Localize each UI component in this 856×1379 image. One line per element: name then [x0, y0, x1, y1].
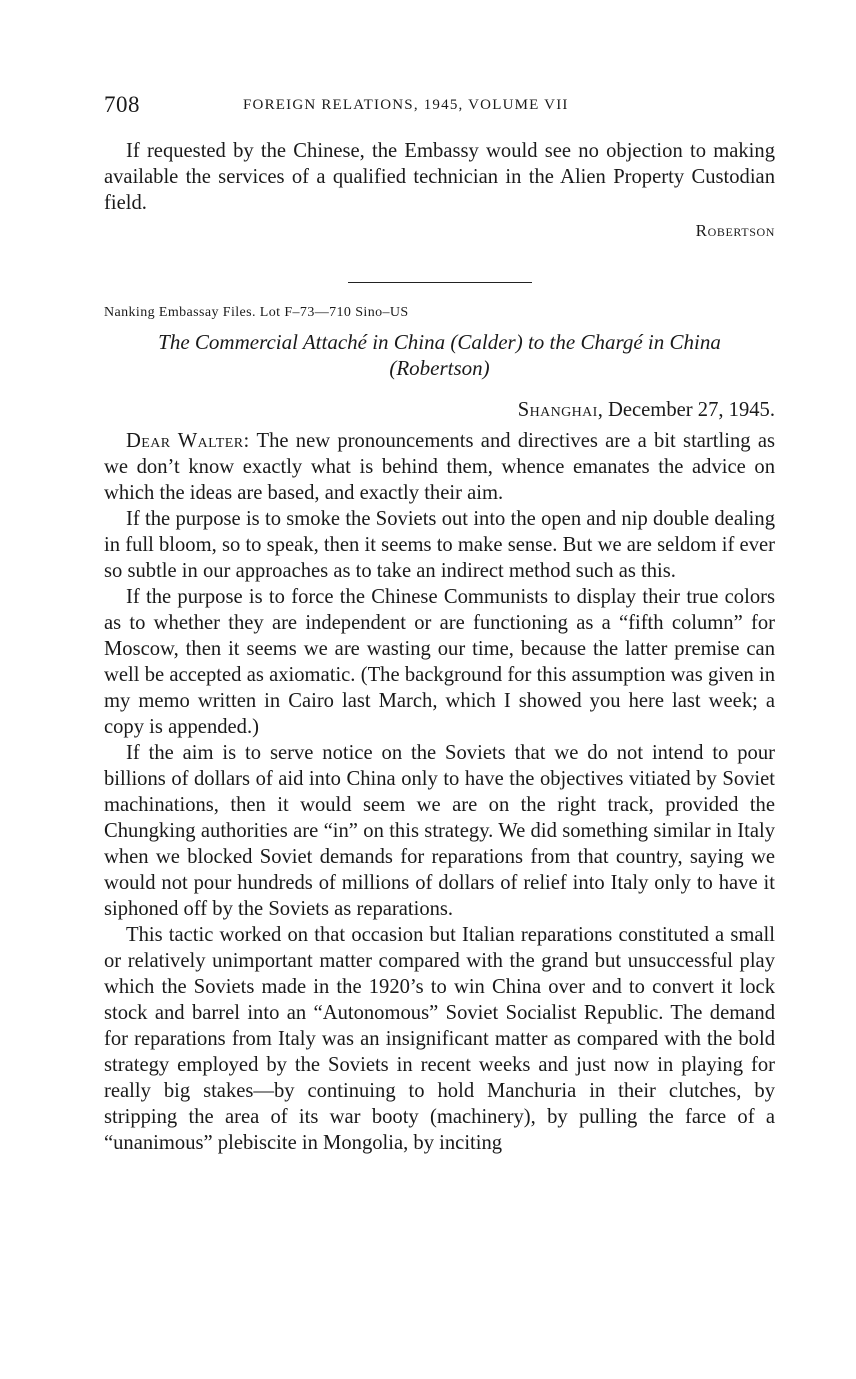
running-head	[104, 92, 775, 122]
previous-closing-paragraph: If requested by the Chinese, the Embassy would see no objection to making available the services of a qualified technician in the Alien Property Custodian field.	[104, 140, 775, 214]
paragraph-3: If the purpose is to force the Chinese Communists to display their true colors as to whether they are independent or are functioning as a “fifth column” for Moscow, then it seems we are wasting our time, because the latter premise can well be accepted as axiomatic. (The background for this assumption was given in my memo written in Cairo last March, which I showed you here last week; a copy is appended.)	[104, 586, 775, 738]
paragraph-1	[104, 428, 775, 506]
running-title: FOREIGN RELATIONS, 1945, VOLUME VII	[243, 97, 569, 113]
letter-body	[104, 428, 775, 1156]
paragraph-5: This tactic worked on that occasion but Italian reparations constituted a small or relatively unimportant matter compared with the grand but unsuccessful play which the Soviets made in the 1920’s to win China over and to convert it lock stock and barrel into an “Autonomous” Soviet Socialist Republic. The demand for reparations from Italy was an insignificant matter as compared with the bold strategy employed by the Soviets in recent weeks and just now in playing for really big stakes—by continuing to hold Manchuria in their clutches, by stripping the area of its war booty (machinery), by pulling the farce of a “unanimous” plebiscite in Mongolia, by inciting	[104, 924, 775, 1154]
salutation: Dear Walter:	[126, 430, 250, 452]
page-number: 708	[104, 92, 140, 117]
document-title-line-2: (Robertson)	[389, 356, 490, 380]
file-reference: Nanking Embassay Files. Lot F–73—710 Sino–US	[104, 305, 409, 320]
paragraph-4: If the aim is to serve notice on the Soviets that we do not intend to pour billions of dollars of aid into China only to have the objectives vitiated by Soviet machinations, then it would seem we are on the right track, provided the Chungking authorities are “in” on this strategy. We did something similar in Italy when we blocked Soviet demands for reparations from that country, saying we would not pour hundreds of millions of dollars of relief into Italy only to have it siphoned off by the Soviets as reparations.	[104, 742, 775, 920]
paragraph-1-text: The new pronouncements and directives are a bit startling as we don’t know exactly what is behind them, whence emanates the advice on which the ideas are based, and exactly their aim.	[104, 430, 775, 504]
document-title-line-1: The Commercial Attaché in China (Calder) to the Chargé in China	[158, 330, 721, 354]
section-divider	[348, 282, 532, 283]
document-title	[104, 329, 775, 381]
document-page	[104, 92, 775, 1156]
dateline	[104, 397, 775, 423]
previous-signature: Robertson	[695, 221, 775, 240]
dateline-place: Shanghai	[517, 399, 598, 421]
dateline-date: , December 27, 1945.	[597, 399, 775, 421]
paragraph-2: If the purpose is to smoke the Soviets out into the open and nip double dealing in full bloom, so to speak, then it seems to make sense. But we are seldom if ever so subtle in our approaches as to take an indirect method such as this.	[104, 508, 775, 582]
